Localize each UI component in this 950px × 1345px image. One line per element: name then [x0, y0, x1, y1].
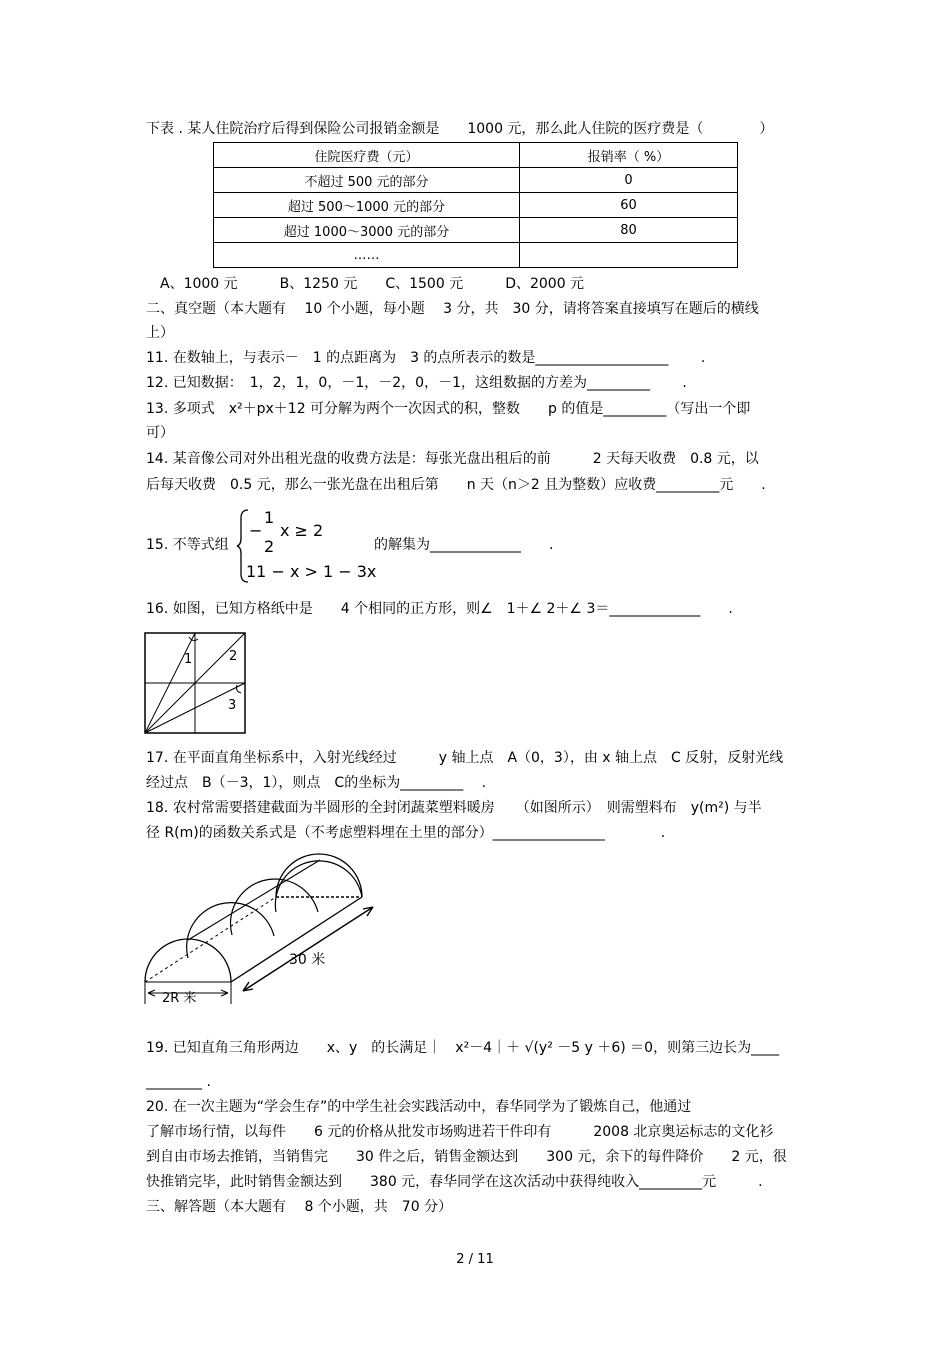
table-cell: 不超过 500 元的部分: [214, 168, 520, 193]
question-12: 12. 已知数据： 1，2，1，0，－1，－2，0，－1，这组数据的方差为_________ .: [146, 375, 687, 391]
angle-label-2: 2: [229, 649, 238, 664]
question-20-cont-1: 了解市场行情，以每件 6 元的价格从批发市场购进若干件印有 2008 北京奥运标志的文化衫: [146, 1124, 774, 1140]
question-19-blank: ________ .: [146, 1074, 211, 1090]
table-cell: 0: [520, 168, 738, 193]
question-20-cont-3: 快推销完毕，此时销售金额达到 380 元，春华同学在这次活动中获得纯收入_________元 .: [146, 1174, 763, 1190]
q15-frac-den: 2: [264, 537, 275, 556]
answer-options: A、1000 元 B、1250 元 C、1500 元 D、2000 元: [160, 276, 585, 292]
question-13: 13. 多项式 x²＋px＋12 可分解为两个一次因式的积，整数 p 的值是_________（写出一个即: [146, 401, 751, 417]
question-13-cont: 可）: [146, 425, 174, 441]
question-15-suffix: 的解集为_____________ .: [374, 537, 554, 553]
table-cell: 超过 500～1000 元的部分: [214, 193, 520, 218]
greenhouse-figure: [140, 852, 385, 1010]
greenhouse-length-label: 30 米: [289, 952, 326, 968]
question-14: 14. 某音像公司对外出租光盘的收费方法是：每张光盘出租后的前 2 天每天收费 0.8 元，以: [146, 451, 759, 467]
table-row: [214, 193, 738, 218]
table-cell: 80: [520, 218, 738, 243]
question-18: 18. 农村常需要搭建截面为半圆形的全封闭蔬菜塑料暖房 （如图所示） 则需塑料布 y(m²) 与半: [146, 800, 762, 816]
question-17-cont: 经过点 B（－3，1），则点 C的坐标为_________ .: [146, 775, 487, 791]
table-row: [214, 243, 738, 268]
reimbursement-table: [213, 142, 738, 268]
question-18-cont: 径 R(m)的函数关系式是（不考虑塑料埋在土里的部分）________________ .: [146, 825, 666, 841]
section-2-heading-cont: 上）: [146, 325, 174, 341]
table-cell: 超过 1000～3000 元的部分: [214, 218, 520, 243]
angle-label-3: 3: [228, 698, 237, 713]
table-cell: [520, 243, 738, 268]
question-14-cont: 后每天收费 0.5 元，那么一张光盘在出租后第 n 天（n＞2 且为整数）应收费_________元 .: [146, 477, 766, 493]
q15-frac-num: 1: [264, 508, 275, 527]
table-cell: ……: [214, 243, 520, 268]
question-20-cont-2: 到自由市场去推销，当销售完 30 件之后，销售金额达到 300 元，余下的每件降价 2 元，很: [146, 1149, 787, 1165]
question-17: 17. 在平面直角坐标系中，入射光线经过 y 轴上点 A（0，3），由 x 轴上点 C 反射，反射光线: [146, 750, 784, 766]
greenhouse-width-label: 2R 米: [162, 991, 197, 1006]
table-cell: 60: [520, 193, 738, 218]
page-number: 2 / 11: [456, 1252, 494, 1267]
q15-minus: −: [249, 521, 263, 540]
table-header-rate: 报销率（ %）: [520, 143, 738, 168]
q15-ineq1-rest: x ≥ 2: [280, 521, 324, 540]
section-3-heading: 三、解答题（本大题有 8 个小题，共 70 分）: [146, 1199, 453, 1215]
question-11: 11. 在数轴上，与表示－ 1 的点距离为 3 的点所表示的数是___________________ .: [146, 350, 706, 366]
table-row: [214, 218, 738, 243]
question-15-prefix: 15. 不等式组: [146, 537, 229, 553]
table-header-row: [214, 143, 738, 168]
section-2-heading: 二、真空题（本大题有 10 个小题，每小题 3 分，共 30 分，请将答案直接填写在题后的横线: [146, 301, 759, 317]
q15-ineq2: 11 − x > 1 − 3x: [246, 562, 377, 581]
question-20: 20. 在一次主题为“学会生存”的中学生社会实践活动中，春华同学为了锻炼自己，他通过: [146, 1099, 692, 1115]
question-19: 19. 已知直角三角形两边 x、y 的长满足｜ x²－4｜＋ √(y² －5 y ＋6) ＝0，则第三边长为____: [146, 1040, 780, 1056]
question-16: 16. 如图，已知方格纸中是 4 个相同的正方形，则∠ 1＋∠ 2＋∠ 3＝_____________ .: [146, 601, 733, 617]
table-row: [214, 168, 738, 193]
table-header-cost: 住院医疗费（元）: [214, 143, 520, 168]
intro-line: 下表 . 某人住院治疗后得到保险公司报销金额是 1000 元，那么此人住院的医疗费是（ ）: [146, 121, 774, 137]
angle-label-1: 1: [184, 652, 193, 667]
